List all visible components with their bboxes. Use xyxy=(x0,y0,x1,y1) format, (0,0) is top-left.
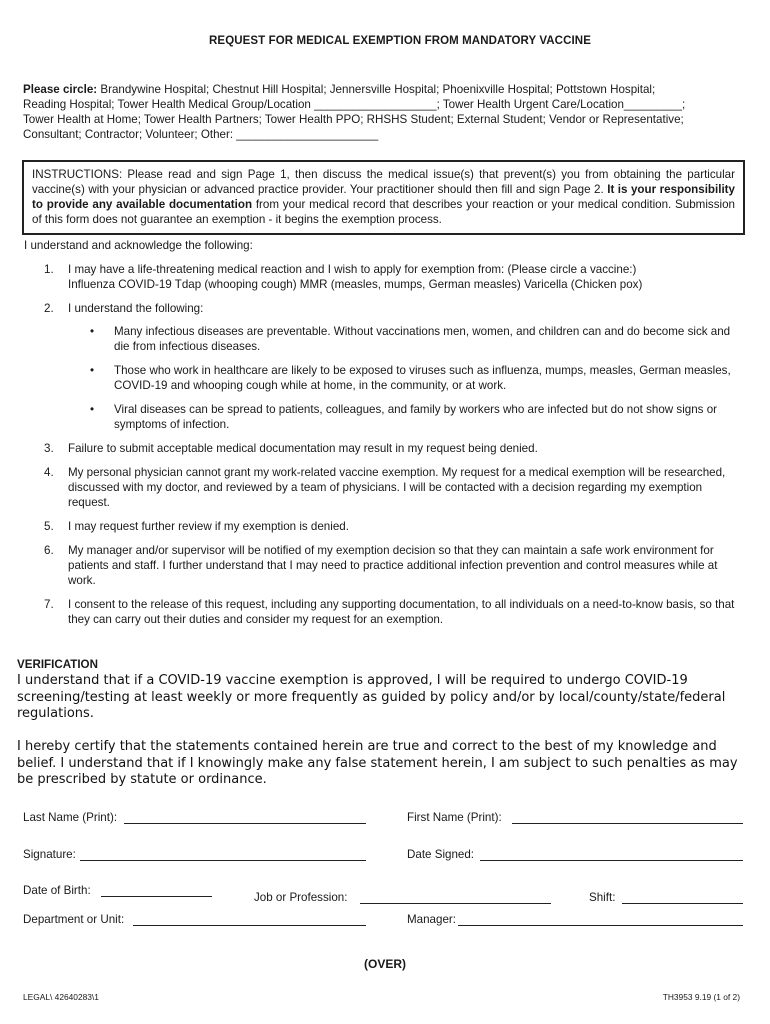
date-signed-label: Date Signed: xyxy=(407,848,475,861)
signature-field[interactable] xyxy=(80,860,366,861)
item-text: My manager and/or supervisor will be notified of my exemption decision so that they can maintain a safe work environment for patients and staff. I further understand that I may need to practice additional infection prevention and control measures while at work. xyxy=(68,544,718,587)
job-label: Job or Profession: xyxy=(254,891,348,904)
item-number: 2. xyxy=(44,302,54,315)
facility-list-line-1: Brandywine Hospital; Chestnut Hill Hospital; Jennersville Hospital; Phoenixville Hospital; Pottstown Hospital; xyxy=(97,83,656,96)
facility-list-line-2a: Reading Hospital; Tower Health Medical xyxy=(23,98,232,111)
bullet-icon: • xyxy=(90,403,95,416)
bullet-text: Viral diseases can be spread to patients, colleagues, and family by workers who are infected but do not show signs or symptoms of infection. xyxy=(114,403,717,431)
list-item xyxy=(24,597,736,627)
item-text: I understand the following: xyxy=(68,302,204,315)
bullet-item xyxy=(68,324,736,354)
job-field[interactable] xyxy=(360,903,551,904)
facility-group-location: Group/Location xyxy=(231,98,311,111)
department-label: Department or Unit: xyxy=(23,913,125,926)
acknowledgement-list xyxy=(24,262,736,636)
list-item xyxy=(24,441,736,456)
item-text: Failure to submit acceptable medical documentation may result in my request being denied. xyxy=(68,442,538,455)
item-number: 3. xyxy=(44,442,54,455)
manager-field[interactable] xyxy=(458,925,743,926)
shift-label: Shift: xyxy=(589,891,616,904)
verification-paragraph-2: I hereby certify that the statements contained herein are true and correct to the best of my knowledge and belief. I understand that if I knowingly make any false statement herein, I am subject to such penalties as may be prescribed by statute or ordinance. xyxy=(17,739,738,787)
bullet-item xyxy=(68,402,736,432)
list-item xyxy=(24,262,736,292)
dob-field[interactable] xyxy=(101,896,212,897)
bullet-icon: • xyxy=(90,325,95,338)
department-field[interactable] xyxy=(133,925,366,926)
instructions-text-1: INSTRUCTIONS: Please read and sign Page 1, then discuss the medical issue(s) that prevent(s) you from obtaining the particular vaccine(s) with your physician or advanced practice provider. Your practitioner should then fill and sign Page 2. xyxy=(32,168,735,196)
signature-label: Signature: xyxy=(23,848,76,861)
date-signed-field[interactable] xyxy=(480,860,743,861)
facility-list-line-4: Consultant; Contractor; Volunteer; Other: ______________________ xyxy=(23,128,379,141)
shift-field[interactable] xyxy=(622,903,743,904)
item-text: I may have a life-threatening medical reaction and I wish to apply for exemption from: (Please circle a vaccine:) xyxy=(68,263,637,276)
document-title: REQUEST FOR MEDICAL EXEMPTION FROM MANDATORY VACCINE xyxy=(209,35,591,47)
manager-label: Manager: xyxy=(407,913,456,926)
footer-legal-id: LEGAL\ 42640283\1 xyxy=(23,992,99,1002)
bullet-text: Those who work in healthcare are likely to be exposed to viruses such as influenza, mumps, measles, German measles, COVID-19 and whooping cough while at home, in the community, or at work. xyxy=(114,364,731,392)
list-item xyxy=(24,301,736,432)
instructions-bold: It is your responsibility to provide any available documentation xyxy=(32,183,735,211)
first-name-field[interactable] xyxy=(512,823,743,824)
footer-form-number: TH3953 9.19 (1 of 2) xyxy=(662,992,740,1002)
item-text: My personal physician cannot grant my work-related vaccine exemption. My request for a medical exemption will be researched, discussed with my doctor, and reviewed by a team of physicians. I will be contacted with a decision regarding my exemption request. xyxy=(68,466,726,509)
bullet-list xyxy=(68,324,736,432)
list-item xyxy=(24,465,736,510)
instructions-box xyxy=(22,160,745,235)
bullet-icon: • xyxy=(90,364,95,377)
facility-list-line-3: Tower Health at Home; Tower Health Partners; Tower Health PPO; RHSHS Student; External Student; Vendor or Representative; xyxy=(23,113,684,126)
list-item xyxy=(24,543,736,588)
bullet-item xyxy=(68,363,736,393)
item-number: 4. xyxy=(44,466,54,479)
facility-circle-section xyxy=(23,82,748,142)
first-name-label: First Name (Print): xyxy=(407,811,502,824)
item-number: 1. xyxy=(44,263,54,276)
item-text: I consent to the release of this request, including any supporting documentation, to all individuals on a need-to-know basis, so that they can carry out their duties and consider my request for an exemption. xyxy=(68,598,735,626)
verification-heading: VERIFICATION xyxy=(17,658,98,671)
verification-paragraph-1: I understand that if a COVID-19 vaccine exemption is approved, I will be required to undergo COVID-19 screening/testing at least weekly or more frequently as guided by policy and/or by local/county/state/federal regulations. xyxy=(17,673,726,721)
last-name-field[interactable] xyxy=(124,823,366,824)
item-number: 5. xyxy=(44,520,54,533)
last-name-label: Last Name (Print): xyxy=(23,811,118,824)
bullet-text: Many infectious diseases are preventable. Without vaccinations men, women, and children can and do become sick and die from infectious diseases. xyxy=(114,325,731,353)
instructions-text-2: from your medical record that describes your reaction or your medical condition. Submission of this form does not guarantee an exemption - it begins the exemption process. xyxy=(32,198,735,226)
acknowledge-heading: I understand and acknowledge the following: xyxy=(24,239,253,252)
item-text: I may request further review if my exemption is denied. xyxy=(68,520,349,533)
circle-label: Please circle: xyxy=(23,83,98,96)
vaccine-options[interactable]: Influenza COVID-19 Tdap (whooping cough) MMR (measles, mumps, German measles) Varicella (Chicken pox) xyxy=(68,278,643,291)
dob-label: Date of Birth: xyxy=(23,884,91,897)
item-number: 6. xyxy=(44,544,54,557)
item-number: 7. xyxy=(44,598,54,611)
list-item xyxy=(24,519,736,534)
over-indicator: (OVER) xyxy=(364,957,406,971)
facility-list-line-2c: ___________________; Tower Health Urgent Care/Location_________; xyxy=(310,98,686,111)
